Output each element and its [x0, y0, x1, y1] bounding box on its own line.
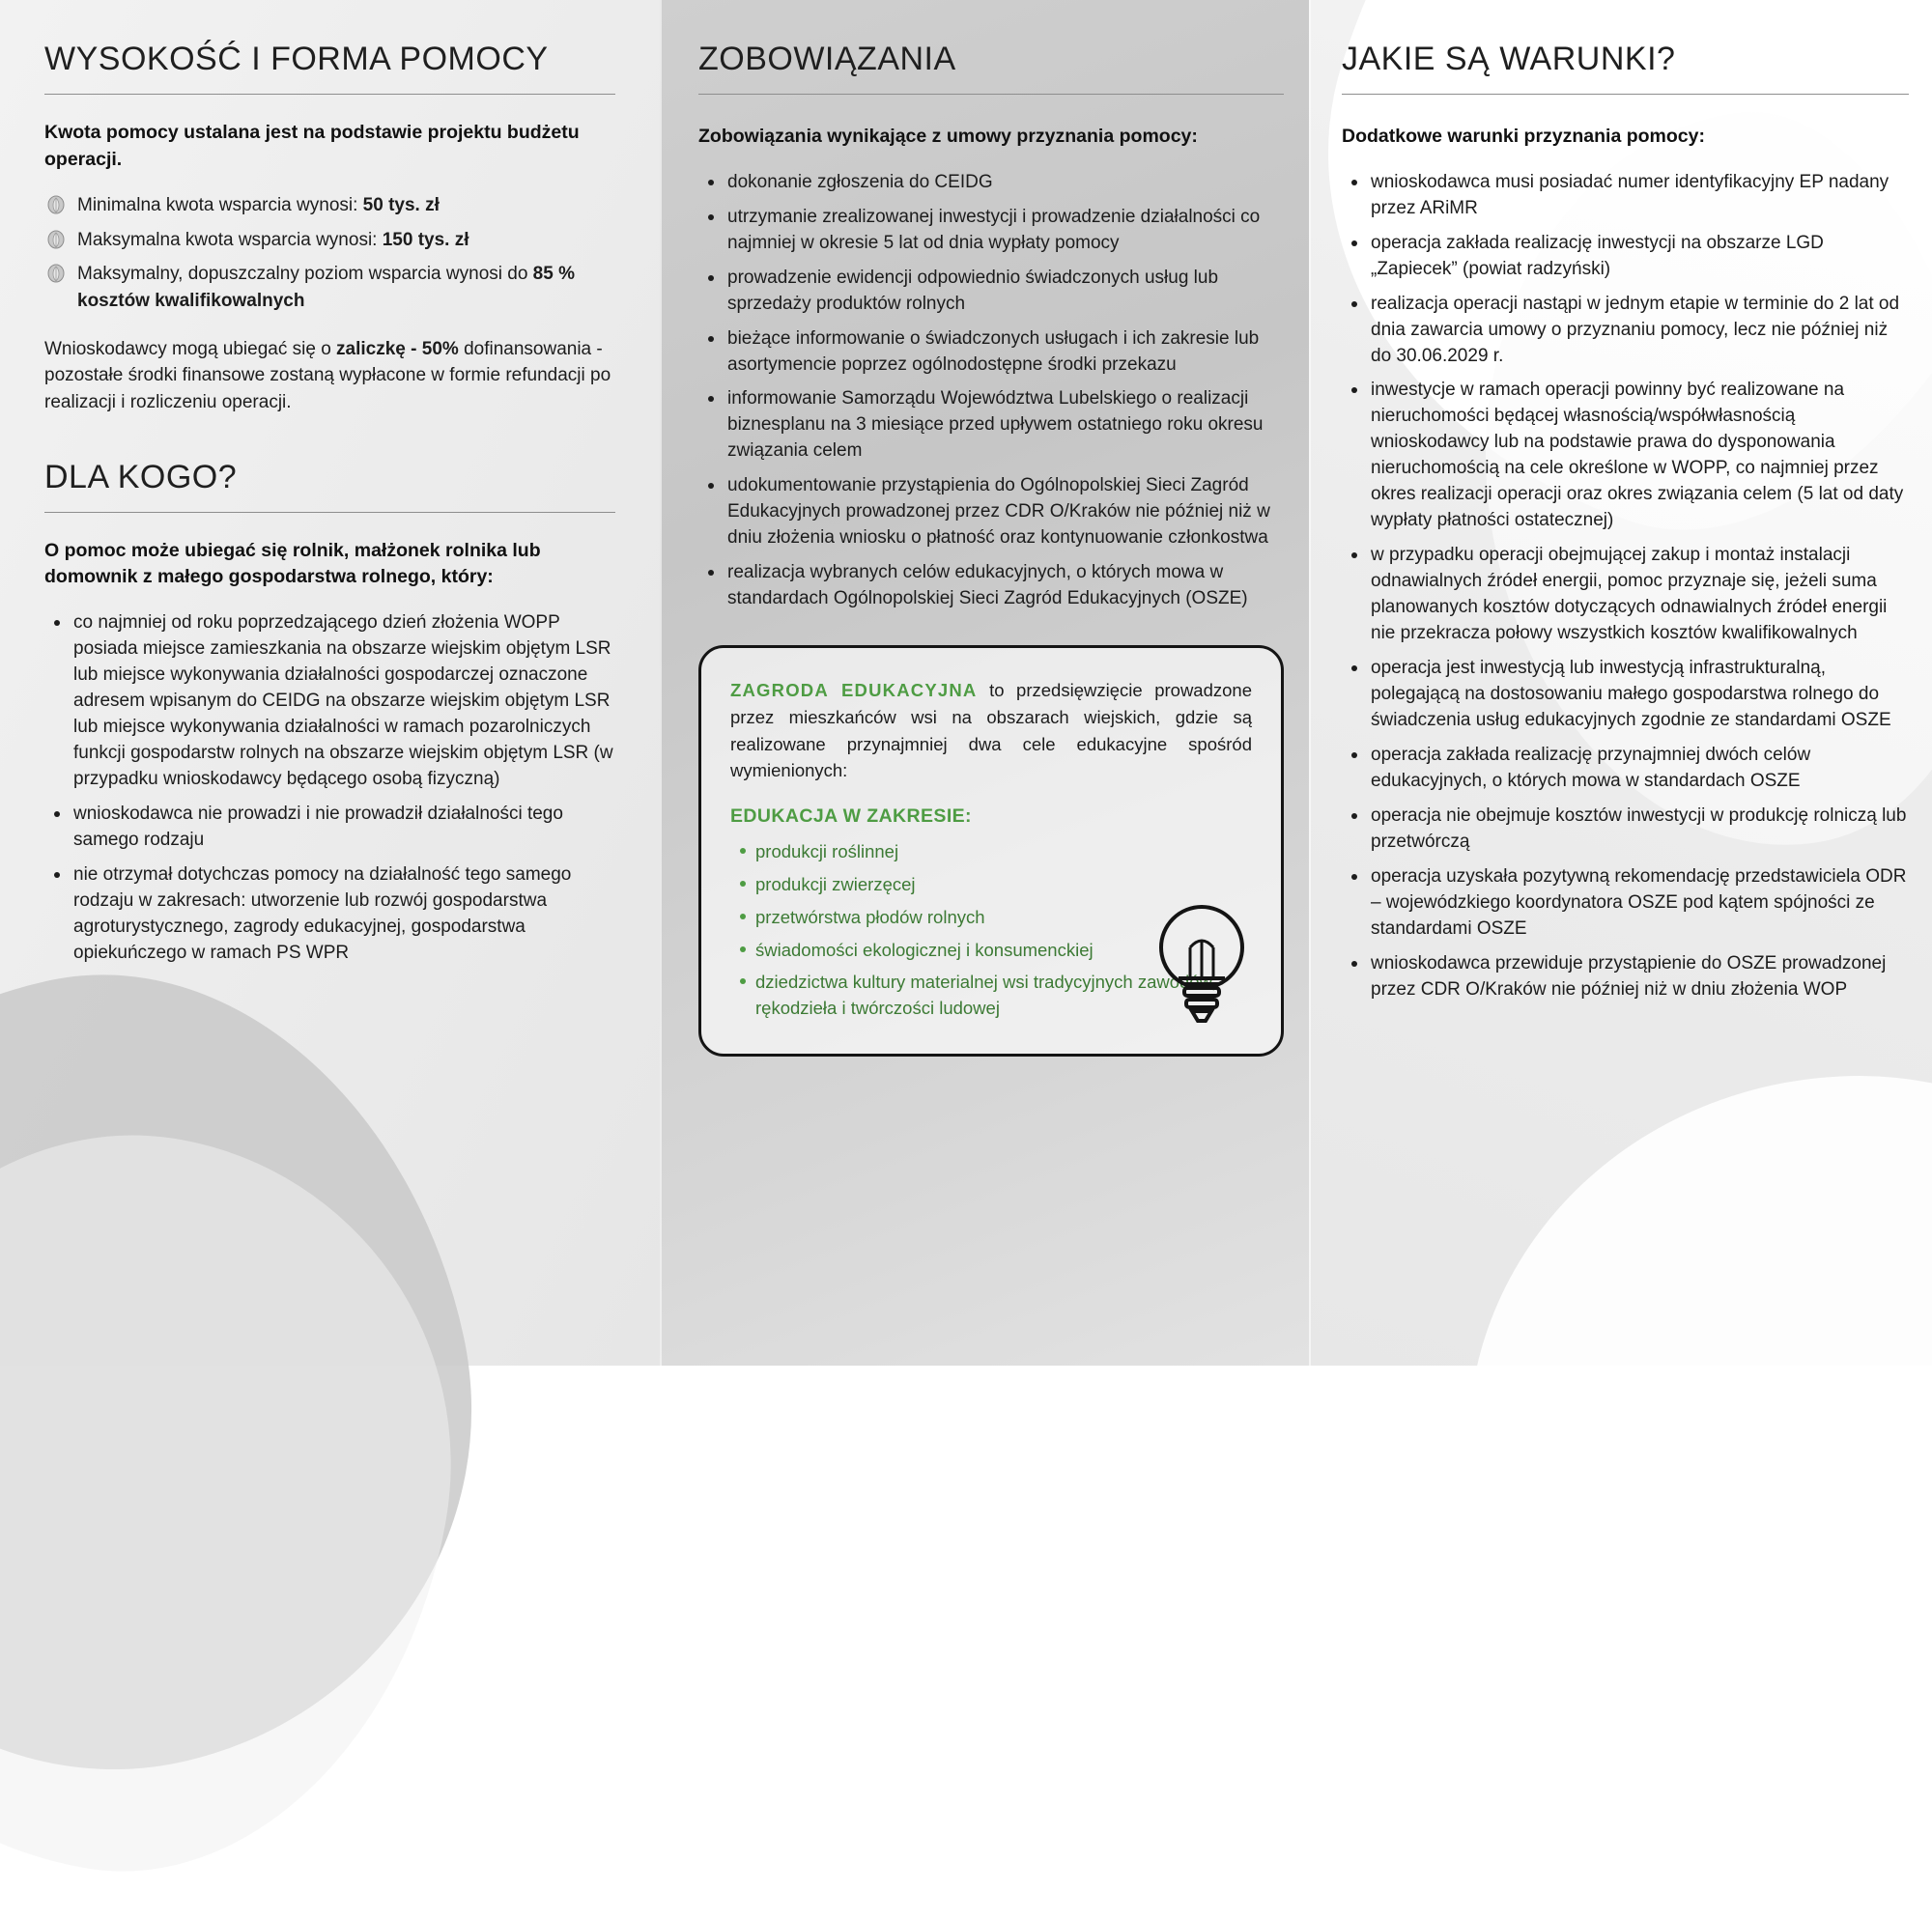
- list-conditions: [1342, 170, 1909, 1003]
- leaf-icon: [46, 195, 66, 215]
- list-item-value: 50 tys. zł: [362, 195, 440, 216]
- list-item: operacja zakłada realizację inwestycji na obszarze LGD „Zapiecek” (powiat radzyński): [1367, 231, 1909, 283]
- list-item: wnioskodawca musi posiadać numer identyfikacyjny EP nadany przez ARiMR: [1367, 170, 1909, 222]
- list-item: udokumentowanie przystąpienia do Ogólnopolskiej Sieci Zagród Edukacyjnych prowadzonej przez CDR O/Kraków nie później niż w dniu złożenia wniosku o płatność oraz kontynuowanie członkostwa: [724, 473, 1284, 551]
- list-item: informowanie Samorządu Województwa Lubelskiego o realizacji biznesplanu na 3 miesiące przed upływem ostatniego roku okresu związania celem: [724, 386, 1284, 465]
- leaf-icon: [46, 264, 66, 284]
- lead-for-whom: O pomoc może ubiegać się rolnik, małżonek rolnika lub domownik z małego gospodarstwa rolnego, który:: [44, 539, 541, 588]
- column-conditions: [1309, 0, 1932, 1366]
- list-item: [44, 192, 615, 219]
- list-eligibility: [44, 610, 615, 967]
- list-item-text: Maksymalny, dopuszczalny poziom wsparcia wynosi do: [77, 264, 533, 285]
- callout-heading: EDUKACJA W ZAKRESIE:: [730, 805, 972, 828]
- list-item: operacja jest inwestycją lub inwestycją infrastrukturalną, polegającą na dostosowaniu małego gospodarstwa rolnego do świadczenia usług edukacyjnych zgodnie ze standardami OSZE: [1367, 656, 1909, 734]
- section-title-for-whom: DLA KOGO?: [44, 459, 615, 513]
- lead-conditions: Dodatkowe warunki przyznania pomocy:: [1342, 126, 1705, 147]
- leaf-icon: [46, 230, 66, 250]
- paragraph-part-1: Wnioskodawcy mogą ubiegać się o: [44, 338, 337, 359]
- list-item: utrzymanie zrealizowanej inwestycji i prowadzenie działalności co najmniej w okresie 5 lat od dnia wypłaty pomocy: [724, 205, 1284, 257]
- list-item: bieżące informowanie o świadczonych usługach i ich zakresie lub asortymencie poprzez ogólnodostępne środki przekazu: [724, 326, 1284, 379]
- list-item: dziedzictwa kultury materialnej wsi tradycyjnych zawodów, rękodzieła i twórczości ludowej: [755, 970, 1252, 1022]
- list-item: operacja nie obejmuje kosztów inwestycji w produkcję rolniczą lub przetwórczą: [1367, 804, 1909, 856]
- list-support-amounts: [44, 192, 615, 314]
- lead-amount: Kwota pomocy ustalana jest na podstawie projektu budżetu operacji.: [44, 122, 580, 170]
- section-title-obligations: ZOBOWIĄZANIA: [698, 41, 1284, 95]
- callout-term: ZAGRODA EDUKACYJNA: [730, 680, 978, 701]
- list-item: produkcji zwierzęcej: [755, 872, 1252, 898]
- list-item: [44, 261, 615, 314]
- list-item: wnioskodawca przewiduje przystąpienie do OSZE prowadzonej przez CDR O/Kraków nie później niż w dniu złożenia WOP: [1367, 951, 1909, 1003]
- lead-obligations: Zobowiązania wynikające z umowy przyznania pomocy:: [698, 126, 1198, 147]
- list-item-text: Maksymalna kwota wsparcia wynosi:: [77, 229, 383, 250]
- paragraph-advance-payment: [44, 336, 615, 416]
- list-item: wnioskodawca nie prowadzi i nie prowadził działalności tego samego rodzaju: [70, 802, 615, 854]
- list-obligations: [698, 170, 1284, 613]
- list-item: produkcji roślinnej: [755, 839, 1252, 865]
- list-item: co najmniej od roku poprzedzającego dzień złożenia WOPP posiada miejsce zamieszkania na obszarze wiejskim objętym LSR lub miejsce wykonywania działalności gospodarczej oznaczone adresem wpisanym do CEIDG na obszarze wiejskim objętym LSR lub miejsce wykonywania działalności w ramach pozarolniczych funkcji gospodarstw rolnych na obszarze wiejskim objętym LSR (w przypadku wnioskodawcy będącego osobą fizyczną): [70, 610, 615, 793]
- list-item: przetwórstwa płodów rolnych: [755, 905, 1252, 931]
- list-item: operacja uzyskała pozytywną rekomendację przedstawiciela ODR – wojewódzkiego koordynatora OSZE pod kątem spójności ze standardami OSZE: [1367, 864, 1909, 943]
- list-item-value: 150 tys. zł: [382, 229, 469, 250]
- section-title-conditions: JAKIE SĄ WARUNKI?: [1342, 41, 1909, 95]
- list-item: inwestycje w ramach operacji powinny być realizowane na nieruchomości będącej własnością/współwłasnością wnioskodawcy lub na podstawie prawa do dysponowania nieruchomością na cele określone w WOPP, co najmniej przez okres realizacji operacji oraz okres związania celem (5 lat od daty wypłaty płatności ostatecznej): [1367, 378, 1909, 534]
- list-item: w przypadku operacji obejmującej zakup i montaż instalacji odnawialnych źródeł energii, pomoc przyznaje się, jeżeli suma planowanych kosztów dotyczących odnawialnych źródeł energii nie przekracza połowy wszystkich kosztów kwalifikowalnych: [1367, 543, 1909, 647]
- section-title-amount: WYSOKOŚĆ I FORMA POMOCY: [44, 41, 615, 95]
- paragraph-part-2: dofinansowania - pozostałe środki finansowe zostaną wypłacone w formie refundacji po realizacji i rozliczeniu operacji.: [44, 338, 611, 413]
- list-item: prowadzenie ewidencji odpowiednio świadczonych usług lub sprzedaży produktów rolnych: [724, 266, 1284, 318]
- lightbulb-icon: [1150, 891, 1254, 1036]
- list-item: realizacja wybranych celów edukacyjnych, o których mowa w standardach Ogólnopolskiej Sieci Zagród Edukacyjnych (OSZE): [724, 560, 1284, 612]
- callout-educational-farm: [698, 645, 1284, 1057]
- paragraph-highlight: zaliczkę - 50%: [336, 338, 459, 359]
- list-item-text: Minimalna kwota wsparcia wynosi:: [77, 195, 363, 216]
- callout-definition: [730, 677, 1252, 784]
- list-item-value: 85 % kosztów kwalifikowalnych: [77, 264, 575, 312]
- column-amount-and-form: [0, 0, 660, 1366]
- column-obligations: [660, 0, 1309, 1366]
- list-item: dokonanie zgłoszenia do CEIDG: [724, 170, 1284, 196]
- list-item: nie otrzymał dotychczas pomocy na działalność tego samego rodzaju w zakresach: utworzenie lub rozwój gospodarstwa agroturystycznego, zagrody edukacyjnej, gospodarstwa opiekuńczego w ramach PS WPR: [70, 862, 615, 967]
- list-item: świadomości ekologicznej i konsumenckiej: [755, 938, 1252, 964]
- list-item: realizacja operacji nastąpi w jednym etapie w terminie do 2 lat od dnia zawarcia umowy o przyznaniu pomocy, lecz nie później niż do 30.06.2029 r.: [1367, 292, 1909, 370]
- list-item: operacja zakłada realizację przynajmniej dwóch celów edukacyjnych, o których mowa w standardach OSZE: [1367, 743, 1909, 795]
- list-item: [44, 227, 615, 254]
- callout-definition-text: to przedsięwzięcie prowadzone przez mieszkańców wsi na obszarach wiejskich, gdzie są realizowane przynajmniej dwa cele edukacyjne spośród wymienionych:: [730, 680, 1253, 781]
